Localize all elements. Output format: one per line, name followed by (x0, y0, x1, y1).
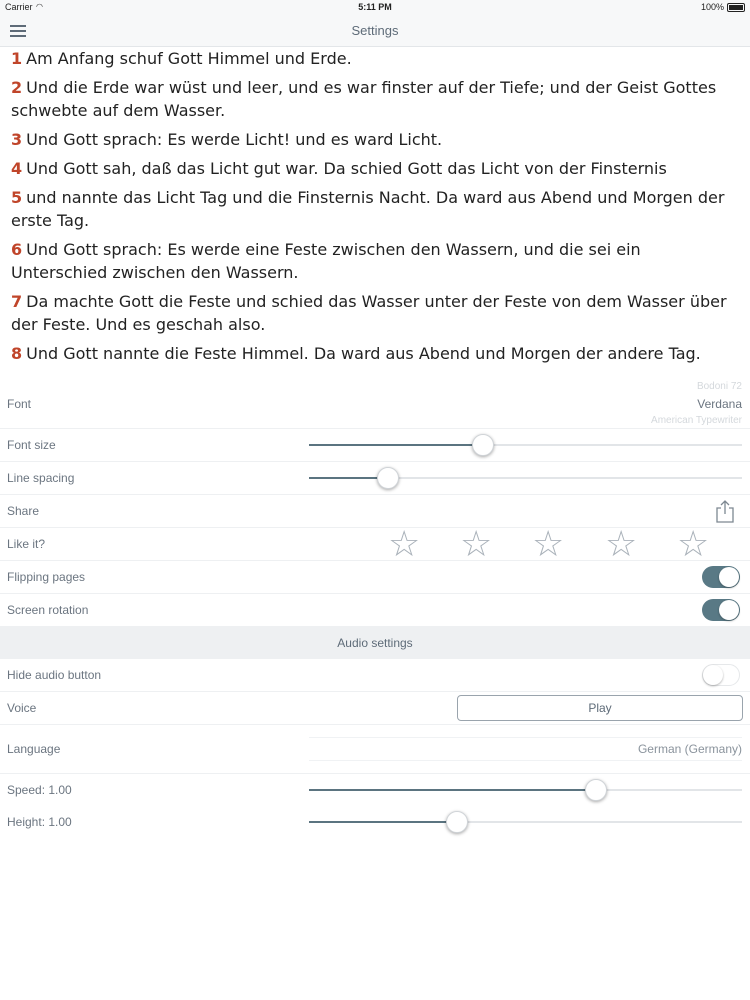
verse (11, 76, 739, 122)
screen-rotation-toggle[interactable] (702, 599, 740, 621)
verse (11, 157, 739, 180)
verse-number: 6 (11, 240, 23, 259)
font-option-selected[interactable]: Verdana (697, 397, 742, 411)
font-size-row (0, 429, 750, 462)
font-row (0, 380, 750, 429)
verse-text: Und Gott nannte die Feste Himmel. Da ward aus Abend und Morgen der andere Tag. (26, 344, 701, 363)
height-slider[interactable] (309, 808, 742, 836)
font-picker[interactable] (442, 380, 742, 428)
star-icon[interactable]: ☆ (532, 523, 565, 564)
verse (11, 238, 739, 284)
verse-number: 1 (11, 49, 23, 68)
battery-percent: 100% (700, 2, 724, 12)
share-label: Share (7, 504, 40, 518)
verse (11, 47, 739, 70)
slider-thumb[interactable] (377, 467, 399, 489)
flipping-pages-row (0, 561, 750, 594)
language-row (0, 725, 750, 774)
slider-thumb[interactable] (446, 811, 468, 833)
share-row (0, 495, 750, 528)
rating-stars (388, 523, 728, 564)
font-label: Font (7, 397, 32, 411)
flipping-pages-toggle[interactable] (702, 566, 740, 588)
wifi-icon: ◠ (36, 2, 43, 11)
page-title: Settings (351, 23, 399, 38)
verse-number: 3 (11, 130, 23, 149)
like-label: Like it? (7, 537, 46, 551)
height-label: Height: 1.00 (7, 815, 72, 829)
text-preview (0, 47, 750, 380)
toggle-knob (703, 665, 723, 685)
verse-number: 4 (11, 159, 23, 178)
slider-fill (309, 477, 387, 479)
height-row (0, 806, 750, 838)
verse (11, 128, 739, 151)
font-option-prev[interactable]: Bodoni 72 (696, 381, 742, 392)
font-size-slider[interactable] (309, 431, 742, 459)
language-label: Language (7, 742, 61, 756)
audio-settings-header: Audio settings (0, 627, 750, 659)
verse-number: 5 (11, 188, 23, 207)
hide-audio-toggle[interactable] (702, 664, 740, 686)
speed-row (0, 774, 750, 806)
verse (11, 290, 739, 336)
star-icon[interactable]: ☆ (460, 523, 493, 564)
status-bar (0, 0, 750, 14)
carrier-label: Carrier (5, 2, 33, 12)
verse-text: Und Gott sah, daß das Licht gut war. Da schied Gott das Licht von der Finsternis (26, 159, 667, 178)
settings-list (0, 380, 750, 838)
screen-rotation-row (0, 594, 750, 627)
hide-audio-label: Hide audio button (7, 668, 102, 682)
star-icon[interactable]: ☆ (677, 523, 710, 564)
language-picker[interactable]: German (Germany) (309, 737, 742, 761)
battery-icon (727, 3, 745, 12)
hide-audio-row (0, 659, 750, 692)
verse-text: und nannte das Licht Tag und die Finsternis Nacht. Da ward aus Abend und Morgen der erste Tag. (11, 188, 725, 230)
verse (11, 186, 739, 232)
verse-text: Am Anfang schuf Gott Himmel und Erde. (26, 49, 352, 68)
screen-rotation-label: Screen rotation (7, 603, 89, 617)
verse-number: 7 (11, 292, 23, 311)
slider-fill (309, 444, 482, 446)
star-icon[interactable]: ☆ (605, 523, 638, 564)
slider-fill (309, 821, 456, 823)
font-option-next[interactable]: American Typewriter (651, 415, 742, 426)
verse (11, 342, 739, 365)
share-icon[interactable] (714, 499, 736, 523)
slider-fill (309, 789, 595, 791)
slider-thumb[interactable] (585, 779, 607, 801)
voice-label: Voice (7, 701, 37, 715)
flipping-pages-label: Flipping pages (7, 570, 86, 584)
status-time: 5:11 PM (358, 2, 392, 12)
slider-thumb[interactable] (472, 434, 494, 456)
verse-text: Und Gott sprach: Es werde eine Feste zwischen den Wassern, und die sei ein Unterschied zwischen den Wassern. (11, 240, 641, 282)
verse-text: Da machte Gott die Feste und schied das Wasser unter der Feste von dem Wasser über der Feste. Und es geschah also. (11, 292, 727, 334)
verse-number: 2 (11, 78, 23, 97)
line-spacing-row (0, 462, 750, 495)
star-icon[interactable]: ☆ (388, 523, 421, 564)
like-row (0, 523, 750, 564)
line-spacing-slider[interactable] (309, 464, 742, 492)
nav-bar (0, 14, 750, 47)
verse-number: 8 (11, 344, 23, 363)
toggle-knob (719, 567, 739, 587)
font-size-label: Font size (7, 438, 56, 452)
verse-text: Und die Erde war wüst und leer, und es war finster auf der Tiefe; und der Geist Gottes schwebte auf dem Wasser. (11, 78, 717, 120)
toggle-knob (719, 600, 739, 620)
play-button[interactable]: Play (457, 695, 743, 721)
line-spacing-label: Line spacing (7, 471, 75, 485)
speed-slider[interactable] (309, 776, 742, 804)
voice-row (0, 692, 750, 725)
verse-text: Und Gott sprach: Es werde Licht! und es ward Licht. (26, 130, 443, 149)
speed-label: Speed: 1.00 (7, 783, 72, 797)
